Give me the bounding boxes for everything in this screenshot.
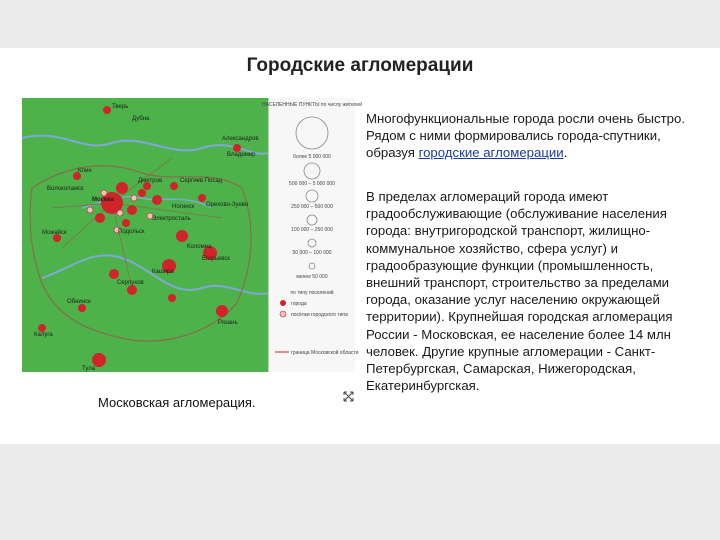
legend-type-label: города: [291, 301, 307, 307]
map-label-city: Подольск: [118, 229, 145, 235]
map-legend: [262, 98, 362, 372]
city-marker: [78, 304, 86, 312]
map-label-city: Можайск: [42, 230, 67, 236]
legend-size-circle: [296, 117, 328, 149]
map-label-city: Клин: [78, 168, 92, 174]
satellite-marker: [101, 190, 107, 196]
map-label-city: Тверь: [112, 104, 129, 110]
legend-type-label: посёлки городского типа: [291, 312, 348, 318]
city-marker: [122, 219, 130, 227]
city-marker: [92, 353, 106, 367]
map-label-city: Ногинск: [172, 204, 195, 210]
legend-graphic: [262, 98, 362, 372]
map-label-city: Кашира: [152, 269, 174, 275]
map-label-city: Калуга: [34, 332, 53, 338]
paragraph-functions: В пределах агломераций города имеют градообслуживающие (обслуживание населения города: внутригородской транспорт, жилищно-коммунальное хозяйство, сфера услуг) и градообразующие функции (промышленность, внешний транспорт, строительство за пределами города, оказание услуг населению окружающей территории). Крупнейшая городская агломерация России - Московская, ее население более 14 млн человек. Другие крупные агломерации - Санкт-Петербургская, Самарская, Нижегородская, Екатеринбургская.: [366, 189, 673, 394]
city-marker: [216, 305, 228, 317]
legend-size-circle: [304, 163, 320, 179]
legend-swatch-satellite: [280, 311, 286, 317]
satellite-marker: [117, 210, 123, 216]
city-marker: [198, 194, 206, 202]
paragraph-intro-end: .: [563, 145, 568, 161]
map-label-city: Егорьевск: [202, 256, 230, 262]
satellite-marker: [131, 195, 137, 201]
map-label-city: Рязань: [218, 320, 238, 326]
city-marker: [138, 189, 146, 197]
city-marker: [127, 205, 137, 215]
legend-size-circle: [306, 190, 318, 202]
map-label-moscow: Москва: [92, 197, 114, 203]
legend-size-circle: [307, 215, 317, 225]
agglomeration-map: [22, 98, 362, 372]
city-marker: [95, 213, 105, 223]
map-label-city: Волоколамск: [47, 186, 84, 192]
city-marker: [103, 106, 111, 114]
legend-item-label: более 5 000 000: [293, 154, 331, 160]
map-label-city: Обнинск: [67, 299, 91, 305]
city-marker: [170, 182, 178, 190]
map-label-city: Орехово-Зуево: [206, 202, 249, 208]
agglomeration-link[interactable]: городские агломерации: [418, 145, 564, 161]
map-label-city: Сергиев Посад: [180, 178, 223, 184]
legend-boundary-label: граница Московской области: [291, 350, 359, 356]
city-marker: [38, 324, 46, 332]
paragraph-intro: [366, 110, 706, 162]
legend-heading: НАСЕЛЕННЫЕ ПУНКТЫ по числу жителей: [262, 102, 362, 108]
city-marker: [152, 195, 162, 205]
map-label-city: Дубна: [132, 116, 150, 122]
city-marker: [233, 144, 241, 152]
slide-title: Городские агломерации: [246, 55, 474, 76]
map-label-city: Дмитров: [138, 178, 163, 184]
city-marker: [116, 182, 128, 194]
map-image: [22, 98, 268, 372]
city-marker: [109, 269, 119, 279]
city-marker: [176, 230, 188, 242]
expand-icon[interactable]: [343, 391, 354, 402]
legend-swatch-city: [280, 300, 286, 306]
top-band: [0, 0, 720, 48]
satellite-marker: [87, 207, 93, 213]
legend-item-label: менее 50 000: [296, 274, 328, 280]
city-marker: [168, 294, 176, 302]
legend-size-circle: [308, 239, 316, 247]
legend-item-label: 50 000 – 100 000: [292, 250, 332, 256]
legend-item-label: 100 000 – 250 000: [291, 227, 333, 233]
map-label-city: Электросталь: [152, 216, 191, 222]
map-caption: Московская агломерация.: [98, 395, 256, 410]
legend-size-circle: [309, 263, 315, 269]
paragraph-intro-text: Многофункциональные города росли очень быстро. Рядом с ними формировались города-спутники, образуя: [366, 111, 685, 161]
map-label-city: Серпухов: [117, 280, 144, 286]
map-label-city: Александров: [222, 136, 259, 142]
legend-section2-heading: по типу поселений: [290, 290, 334, 296]
bottom-band: [0, 444, 720, 540]
map-label-city: Владимир: [227, 152, 256, 158]
map-label-city: Коломна: [187, 244, 212, 250]
legend-item-label: 500 000 – 5 000 000: [289, 181, 335, 187]
city-marker: [127, 285, 137, 295]
map-label-city: Тула: [82, 366, 96, 372]
legend-item-label: 250 000 – 500 000: [291, 204, 333, 210]
